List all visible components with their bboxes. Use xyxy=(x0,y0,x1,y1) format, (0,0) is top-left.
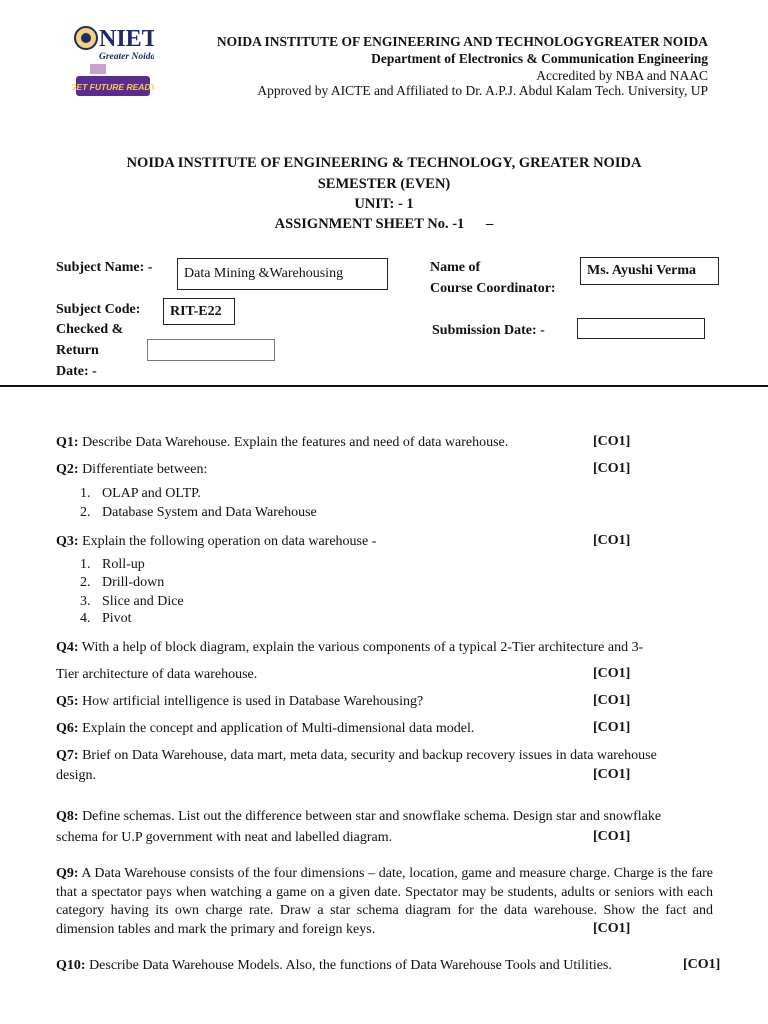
list-item xyxy=(80,575,164,591)
coordinator-label-line2: Course Coordinator: xyxy=(430,281,556,296)
subject-code-field[interactable]: RIT-E22 xyxy=(163,298,235,325)
unit-line: UNIT: - 1 xyxy=(354,196,414,212)
niet-logo xyxy=(72,22,154,102)
question-3 xyxy=(56,532,376,552)
list-item xyxy=(80,594,184,610)
question-text: Describe Data Warehouse. Explain the features and need of data warehouse. xyxy=(78,435,509,450)
logo-badge-text: GET FUTURE READY xyxy=(72,82,154,92)
question-number: Q10: xyxy=(56,958,86,973)
list-text: Database System and Data Warehouse xyxy=(102,505,317,520)
question-8 xyxy=(56,807,661,827)
list-item xyxy=(80,505,317,521)
course-outcome-tag: [CO1] xyxy=(593,829,631,844)
question-5 xyxy=(56,692,423,712)
question-text: How artificial intelligence is used in Database Warehousing? xyxy=(78,694,424,709)
list-item xyxy=(80,611,132,627)
question-6 xyxy=(56,719,474,739)
question-number: Q6: xyxy=(56,721,79,736)
course-outcome-tag: [CO1] xyxy=(593,533,631,548)
coordinator-label-line1: Name of xyxy=(430,260,481,275)
question-number: Q8: xyxy=(56,809,79,824)
department-name: Department of Electronics & Communication Engineering xyxy=(371,51,708,66)
list-text: Roll-up xyxy=(102,557,145,572)
question-text: Differentiate between: xyxy=(78,462,208,477)
course-outcome-tag: [CO1] xyxy=(593,666,631,681)
list-number: 2. xyxy=(80,505,91,520)
course-outcome-tag: [CO1] xyxy=(593,921,631,936)
course-outcome-tag: [CO1] xyxy=(683,957,721,972)
question-number: Q4: xyxy=(56,640,79,655)
logo-text: NIET xyxy=(99,26,154,52)
question-8-continued: schema for U.P government with neat and labelled diagram. xyxy=(56,830,393,845)
question-text: Explain the concept and application of Multi-dimensional data model. xyxy=(78,721,475,736)
question-text: Brief on Data Warehouse, data mart, meta data, security and backup recovery issues in data warehouse xyxy=(78,748,657,763)
course-outcome-tag: [CO1] xyxy=(593,434,631,449)
list-text: Slice and Dice xyxy=(102,594,184,609)
question-number: Q9: xyxy=(56,866,79,881)
question-7-continued: design. xyxy=(56,768,97,783)
checked-return-date-field[interactable] xyxy=(147,339,275,361)
approval-line: Approved by AICTE and Affiliated to Dr. A.P.J. Abdul Kalam Tech. University, UP xyxy=(257,83,708,98)
list-text: Pivot xyxy=(102,611,132,626)
question-number: Q7: xyxy=(56,748,79,763)
assignment-sheet-line: ASSIGNMENT SHEET No. -1 – xyxy=(274,216,494,232)
checked-return-label-line2: Return xyxy=(56,343,99,358)
course-outcome-tag: [CO1] xyxy=(593,720,631,735)
list-number: 1. xyxy=(80,486,91,501)
list-text: Drill-down xyxy=(102,575,165,590)
course-outcome-tag: [CO1] xyxy=(593,461,631,476)
question-text: Define schemas. List out the difference between star and snowflake schema. Design star and snowflake xyxy=(78,809,662,824)
list-item xyxy=(80,557,145,573)
question-4-continued: Tier architecture of data warehouse. xyxy=(56,667,258,682)
question-number: Q1: xyxy=(56,435,79,450)
logo-subtext: Greater Noida xyxy=(99,52,154,62)
list-item xyxy=(80,486,201,502)
question-10 xyxy=(56,956,612,976)
header-divider xyxy=(0,385,768,387)
list-number: 4. xyxy=(80,611,91,626)
list-text: OLAP and OLTP. xyxy=(102,486,201,501)
course-outcome-tag: [CO1] xyxy=(593,767,631,782)
checked-return-label-line1: Checked & xyxy=(56,322,124,337)
list-number: 3. xyxy=(80,594,91,609)
question-number: Q2: xyxy=(56,462,79,477)
question-text: With a help of block diagram, explain the various components of a typical 2-Tier architecture and 3- xyxy=(78,640,644,655)
question-2 xyxy=(56,460,207,480)
list-number: 1. xyxy=(80,557,91,572)
submission-date-field[interactable] xyxy=(577,318,705,339)
semester-line: SEMESTER (EVEN) xyxy=(317,176,451,192)
question-7 xyxy=(56,746,657,766)
question-text: A Data Warehouse consists of the four dimensions – date, location, game and measure charge. Charge is the fare that a spectator pays when watching a game on a given date. Spectator may be students, adults or seniors with each category having its own charge rate. Draw a star schema diagram for the data warehouse. Show the fact and dimension tables and mark the primary and foreign keys. xyxy=(56,866,713,937)
subject-name-label: Subject Name: - xyxy=(56,260,153,275)
checked-return-label-line3: Date: - xyxy=(56,364,97,379)
niet-logo-graphic xyxy=(72,22,154,102)
question-4 xyxy=(56,638,643,658)
subject-code-label: Subject Code: xyxy=(56,302,141,317)
institute-name: NOIDA INSTITUTE OF ENGINEERING AND TECHNOLOGYGREATER NOIDA xyxy=(216,34,708,49)
submission-date-label: Submission Date: - xyxy=(432,323,545,338)
question-number: Q5: xyxy=(56,694,79,709)
accreditation-line: Accredited by NBA and NAAC xyxy=(536,68,708,83)
document-title: NOIDA INSTITUTE OF ENGINEERING & TECHNOLOGY, GREATER NOIDA xyxy=(126,155,642,171)
subject-name-field[interactable]: Data Mining &Warehousing xyxy=(177,258,388,290)
course-outcome-tag: [CO1] xyxy=(593,693,631,708)
list-number: 2. xyxy=(80,575,91,590)
question-1 xyxy=(56,433,508,453)
question-text: Explain the following operation on data warehouse - xyxy=(78,534,377,549)
coordinator-name-field[interactable]: Ms. Ayushi Verma xyxy=(580,257,719,285)
question-text: Describe Data Warehouse Models. Also, the functions of Data Warehouse Tools and Utilities. xyxy=(85,958,612,973)
question-number: Q3: xyxy=(56,534,79,549)
